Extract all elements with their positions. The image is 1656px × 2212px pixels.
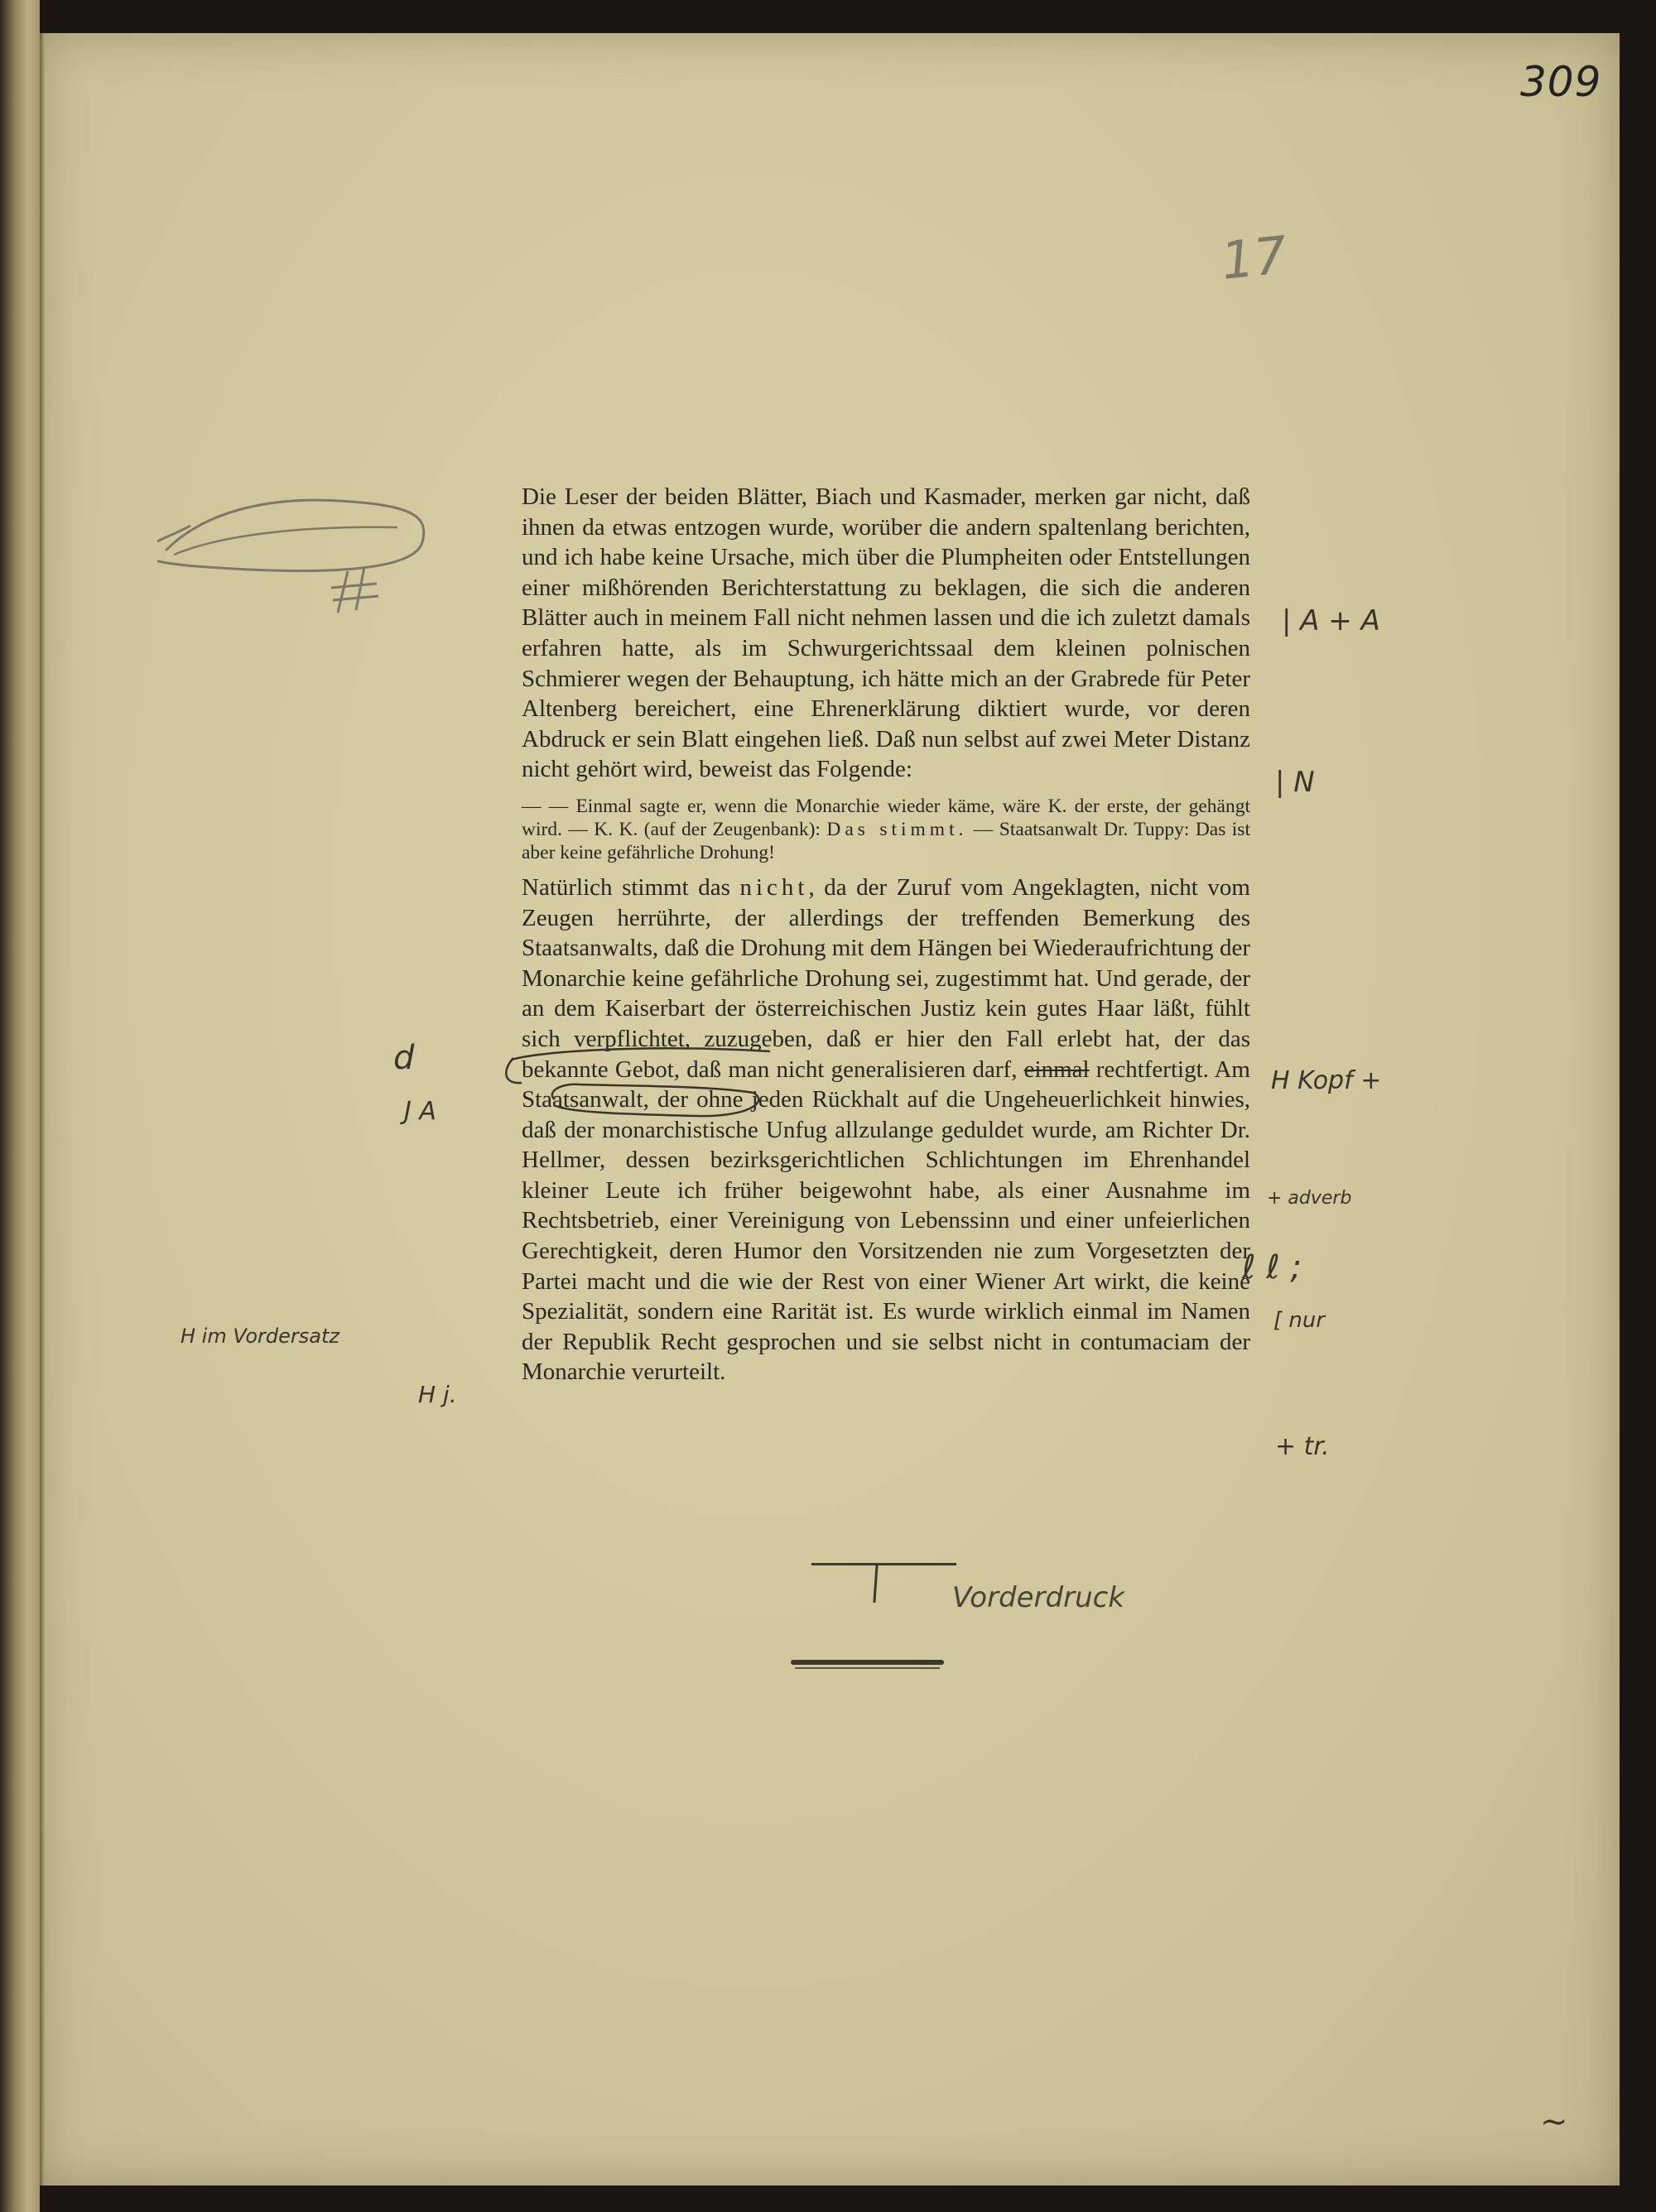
margin-note-right-4: + adverb [1267, 1188, 1352, 1209]
end-rule-bold [791, 1660, 944, 1665]
corner-mark: ~ [1540, 2103, 1568, 2141]
pencil-page-number: 17 [1218, 224, 1290, 291]
folio-number: 309 [1520, 58, 1602, 106]
quote-part-1: — — Einmal sagte er, wenn die Monarchie wieder käme, wäre K. der erste, der gehängt wird. — K. K. (auf der Zeugenbank): [522, 795, 1250, 840]
margin-note-right-2: | N [1275, 766, 1315, 799]
margin-note-right-5: ℓ ℓ ; [1242, 1248, 1302, 1286]
margin-note-left-4: H j. [418, 1381, 457, 1408]
paragraph-2-part-3: rechtfertigt. Am Staatsanwalt, der ohne jeden Rückhalt auf die Ungeheuerlichkeit hinwies, daß der monarchistische Unfug allzulange geduldet wurde, am Richter Dr. Hellmer, dessen bezirksgerichtlichen Schlichtungen im Ehrenhandel kleiner Leute ich früher beigewohnt habe, als einer Ausnahme im Rechtsbetrieb, einer Vereinigung von Lebenssinn und einer unfeierlichen Gerechtigkeit, deren Humor den Vorsitzenden nie zum Vorgesetzten der Partei macht und die wie der Rest von einer Wiener Art wirkt, die keine Spezialität, sondern eine Rarität ist. Es wurde wirklich einmal im Namen der Republik Recht gesprochen und sie selbst nicht in contumaciam der Monarchie verurteilt. [522, 1056, 1250, 1386]
paragraph-2 [522, 873, 1250, 1387]
margin-note-right-3: H Kopf + [1271, 1066, 1382, 1095]
margin-note-right-7: + tr. [1275, 1432, 1330, 1461]
end-rule-top [811, 1563, 956, 1565]
handwritten-sign-off: Vorderdruck [952, 1581, 1125, 1614]
paragraph-2-emphasis: nicht [739, 873, 809, 901]
quoted-testimony [522, 795, 1250, 864]
pencil-scribble [157, 476, 439, 621]
end-rule-thin [795, 1667, 940, 1669]
quote-spaced-text: Das stimmt. [826, 818, 968, 840]
struck-word: einmal [1023, 1056, 1090, 1083]
ink-loops [497, 1027, 811, 1126]
margin-note-right-1: | A + A [1282, 604, 1380, 637]
paragraph-1: Die Leser der beiden Blätter, Biach und Kasmader, merken gar nicht, daß ihnen da etwas entzogen wurde, worüber die andern spaltenlang berichten, und ich habe keine Ursache, mich über die Plumpheiten oder Entstellungen einer mißhörenden Berichterstattung zu beklagen, die sich die anderen Blätter auch in meinem Fall nicht nehmen lassen und die ich zuletzt damals erfahren hatte, als im Schwurgerichtssaal dem kleinen polnischen Schmierer wegen der Behauptung, ich hätte mich an der Grabrede für Peter Altenberg bereichert, eine Ehrenerklärung diktiert wurde, vor deren Abdruck er sein Blatt eingehen ließ. Daß nun selbst auf zwei Meter Distanz nicht gehört wird, beweist das Folgende: [522, 483, 1250, 783]
margin-note-left-2: J A [404, 1097, 436, 1126]
paragraph-2-part-2: , da der Zuruf vom Angeklagten, nicht vom Zeugen herrührte, der allerdings der treffenden Bemerkung des Staatsanwalts, daß die Drohung mit dem Hängen bei Wiederaufrichtung der Monarchie keine gefährliche Drohung sei, zugestimmt hat. Und gerade, der an dem Kaiserbart der österreichischen Justiz kein gutes Haar läßt, fühlt sich verpflichtet, zuzugeben, daß er hier den Fall erlebt hat, der das bekannte Gebot, daß man nicht generalisieren darf, [522, 873, 1250, 1083]
book-spine [0, 0, 40, 2212]
margin-note-left-1: d [393, 1039, 415, 1077]
paragraph-2-part-1: Natürlich stimmt das [522, 873, 740, 901]
quote-part-2: — Staatsanwalt Dr. Tuppy: Das ist aber keine gefährliche Drohung! [522, 818, 1250, 863]
main-text-block [522, 482, 1250, 1387]
margin-note-right-6: [ nur [1273, 1308, 1326, 1333]
page-edge [40, 33, 45, 2186]
margin-note-left-3: H im Vordersatz [181, 1325, 339, 1348]
